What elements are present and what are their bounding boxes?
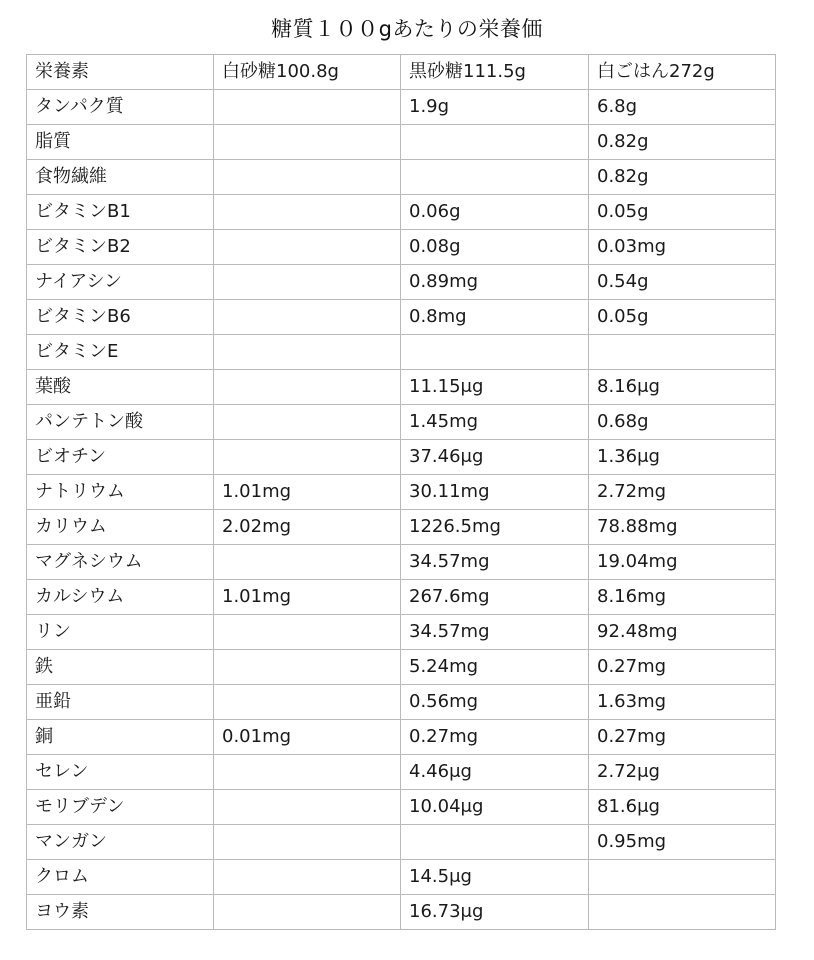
cell-white-sugar — [214, 265, 401, 300]
cell-white-sugar: 1.01mg — [214, 475, 401, 510]
cell-white-sugar — [214, 125, 401, 160]
cell-white-sugar — [214, 790, 401, 825]
cell-white-sugar — [214, 440, 401, 475]
table-row — [27, 790, 776, 825]
table-row — [27, 860, 776, 895]
table-row — [27, 160, 776, 195]
cell-white-rice: 0.27mg — [589, 650, 776, 685]
cell-brown-sugar: 0.08g — [401, 230, 589, 265]
cell-white-rice: 1.63mg — [589, 685, 776, 720]
cell-white-rice: 2.72μg — [589, 755, 776, 790]
cell-white-sugar — [214, 545, 401, 580]
table-row — [27, 195, 776, 230]
table-row — [27, 510, 776, 545]
table-row — [27, 615, 776, 650]
table-row — [27, 370, 776, 405]
header-cell-white-sugar: 白砂糖100.8g — [214, 55, 401, 90]
cell-brown-sugar: 4.46μg — [401, 755, 589, 790]
header-cell-brown-sugar: 黒砂糖111.5g — [401, 55, 589, 90]
cell-brown-sugar: 1.45mg — [401, 405, 589, 440]
cell-brown-sugar: 10.04μg — [401, 790, 589, 825]
cell-nutrient: 鉄 — [27, 650, 214, 685]
cell-white-sugar — [214, 755, 401, 790]
cell-white-rice: 0.27mg — [589, 720, 776, 755]
cell-white-sugar — [214, 405, 401, 440]
cell-white-sugar — [214, 825, 401, 860]
cell-white-sugar — [214, 370, 401, 405]
cell-brown-sugar: 16.73μg — [401, 895, 589, 930]
cell-brown-sugar: 0.06g — [401, 195, 589, 230]
cell-white-sugar: 1.01mg — [214, 580, 401, 615]
cell-nutrient: パンテトン酸 — [27, 405, 214, 440]
table-row — [27, 580, 776, 615]
cell-nutrient: ヨウ素 — [27, 895, 214, 930]
cell-brown-sugar: 1226.5mg — [401, 510, 589, 545]
cell-brown-sugar: 34.57mg — [401, 545, 589, 580]
cell-nutrient: 亜鉛 — [27, 685, 214, 720]
cell-white-sugar — [214, 650, 401, 685]
cell-brown-sugar: 0.56mg — [401, 685, 589, 720]
cell-nutrient: マグネシウム — [27, 545, 214, 580]
table-row — [27, 720, 776, 755]
table-row — [27, 440, 776, 475]
nutrition-table — [26, 54, 776, 930]
cell-nutrient: 葉酸 — [27, 370, 214, 405]
cell-nutrient: 脂質 — [27, 125, 214, 160]
cell-white-rice — [589, 860, 776, 895]
cell-nutrient: クロム — [27, 860, 214, 895]
cell-nutrient: タンパク質 — [27, 90, 214, 125]
cell-nutrient: 銅 — [27, 720, 214, 755]
cell-brown-sugar: 0.89mg — [401, 265, 589, 300]
cell-nutrient: リン — [27, 615, 214, 650]
cell-nutrient: ビタミンB6 — [27, 300, 214, 335]
cell-white-sugar — [214, 90, 401, 125]
cell-brown-sugar: 11.15μg — [401, 370, 589, 405]
header-cell-white-rice: 白ごはん272g — [589, 55, 776, 90]
cell-nutrient: ビタミンB2 — [27, 230, 214, 265]
cell-brown-sugar: 30.11mg — [401, 475, 589, 510]
nutrition-table-body — [27, 55, 776, 930]
cell-brown-sugar: 34.57mg — [401, 615, 589, 650]
table-row — [27, 230, 776, 265]
cell-nutrient: カルシウム — [27, 580, 214, 615]
cell-brown-sugar: 37.46μg — [401, 440, 589, 475]
cell-white-sugar — [214, 335, 401, 370]
cell-white-rice: 8.16mg — [589, 580, 776, 615]
cell-nutrient: ナイアシン — [27, 265, 214, 300]
cell-white-rice: 1.36μg — [589, 440, 776, 475]
cell-white-sugar — [214, 895, 401, 930]
cell-white-sugar — [214, 230, 401, 265]
cell-brown-sugar: 0.8mg — [401, 300, 589, 335]
table-row — [27, 895, 776, 930]
cell-nutrient: 食物繊維 — [27, 160, 214, 195]
page-title: 糖質１００gあたりの栄養価 — [271, 17, 543, 41]
table-row — [27, 650, 776, 685]
cell-white-sugar: 2.02mg — [214, 510, 401, 545]
cell-white-rice: 81.6μg — [589, 790, 776, 825]
table-row — [27, 545, 776, 580]
table-row — [27, 300, 776, 335]
cell-white-rice: 78.88mg — [589, 510, 776, 545]
cell-brown-sugar — [401, 825, 589, 860]
cell-brown-sugar — [401, 160, 589, 195]
cell-white-sugar — [214, 195, 401, 230]
cell-nutrient: マンガン — [27, 825, 214, 860]
table-row — [27, 685, 776, 720]
cell-nutrient: ビタミンB1 — [27, 195, 214, 230]
table-row — [27, 265, 776, 300]
cell-white-rice: 0.05g — [589, 195, 776, 230]
cell-white-rice — [589, 895, 776, 930]
table-row — [27, 755, 776, 790]
cell-nutrient: ナトリウム — [27, 475, 214, 510]
cell-white-rice: 2.72mg — [589, 475, 776, 510]
cell-white-sugar — [214, 615, 401, 650]
cell-white-rice: 6.8g — [589, 90, 776, 125]
cell-white-sugar — [214, 300, 401, 335]
cell-brown-sugar: 0.27mg — [401, 720, 589, 755]
table-header-row — [27, 55, 776, 90]
table-row — [27, 405, 776, 440]
table-row — [27, 90, 776, 125]
cell-white-sugar: 0.01mg — [214, 720, 401, 755]
cell-white-sugar — [214, 685, 401, 720]
cell-white-rice: 0.68g — [589, 405, 776, 440]
cell-white-rice: 0.82g — [589, 125, 776, 160]
cell-nutrient: カリウム — [27, 510, 214, 545]
header-cell-nutrient: 栄養素 — [27, 55, 214, 90]
table-row — [27, 125, 776, 160]
cell-white-rice: 0.54g — [589, 265, 776, 300]
cell-brown-sugar: 5.24mg — [401, 650, 589, 685]
cell-nutrient: セレン — [27, 755, 214, 790]
cell-brown-sugar: 14.5μg — [401, 860, 589, 895]
cell-white-sugar — [214, 860, 401, 895]
cell-brown-sugar: 1.9g — [401, 90, 589, 125]
cell-nutrient: ビオチン — [27, 440, 214, 475]
cell-white-rice: 92.48mg — [589, 615, 776, 650]
cell-brown-sugar — [401, 125, 589, 160]
cell-brown-sugar: 267.6mg — [401, 580, 589, 615]
cell-white-sugar — [214, 160, 401, 195]
cell-nutrient: ビタミンE — [27, 335, 214, 370]
cell-nutrient: モリブデン — [27, 790, 214, 825]
cell-white-rice: 0.95mg — [589, 825, 776, 860]
cell-white-rice: 19.04mg — [589, 545, 776, 580]
cell-white-rice: 0.03mg — [589, 230, 776, 265]
cell-white-rice — [589, 335, 776, 370]
table-row — [27, 475, 776, 510]
table-row — [27, 825, 776, 860]
cell-white-rice: 8.16μg — [589, 370, 776, 405]
cell-white-rice: 0.05g — [589, 300, 776, 335]
cell-brown-sugar — [401, 335, 589, 370]
cell-white-rice: 0.82g — [589, 160, 776, 195]
table-row — [27, 335, 776, 370]
